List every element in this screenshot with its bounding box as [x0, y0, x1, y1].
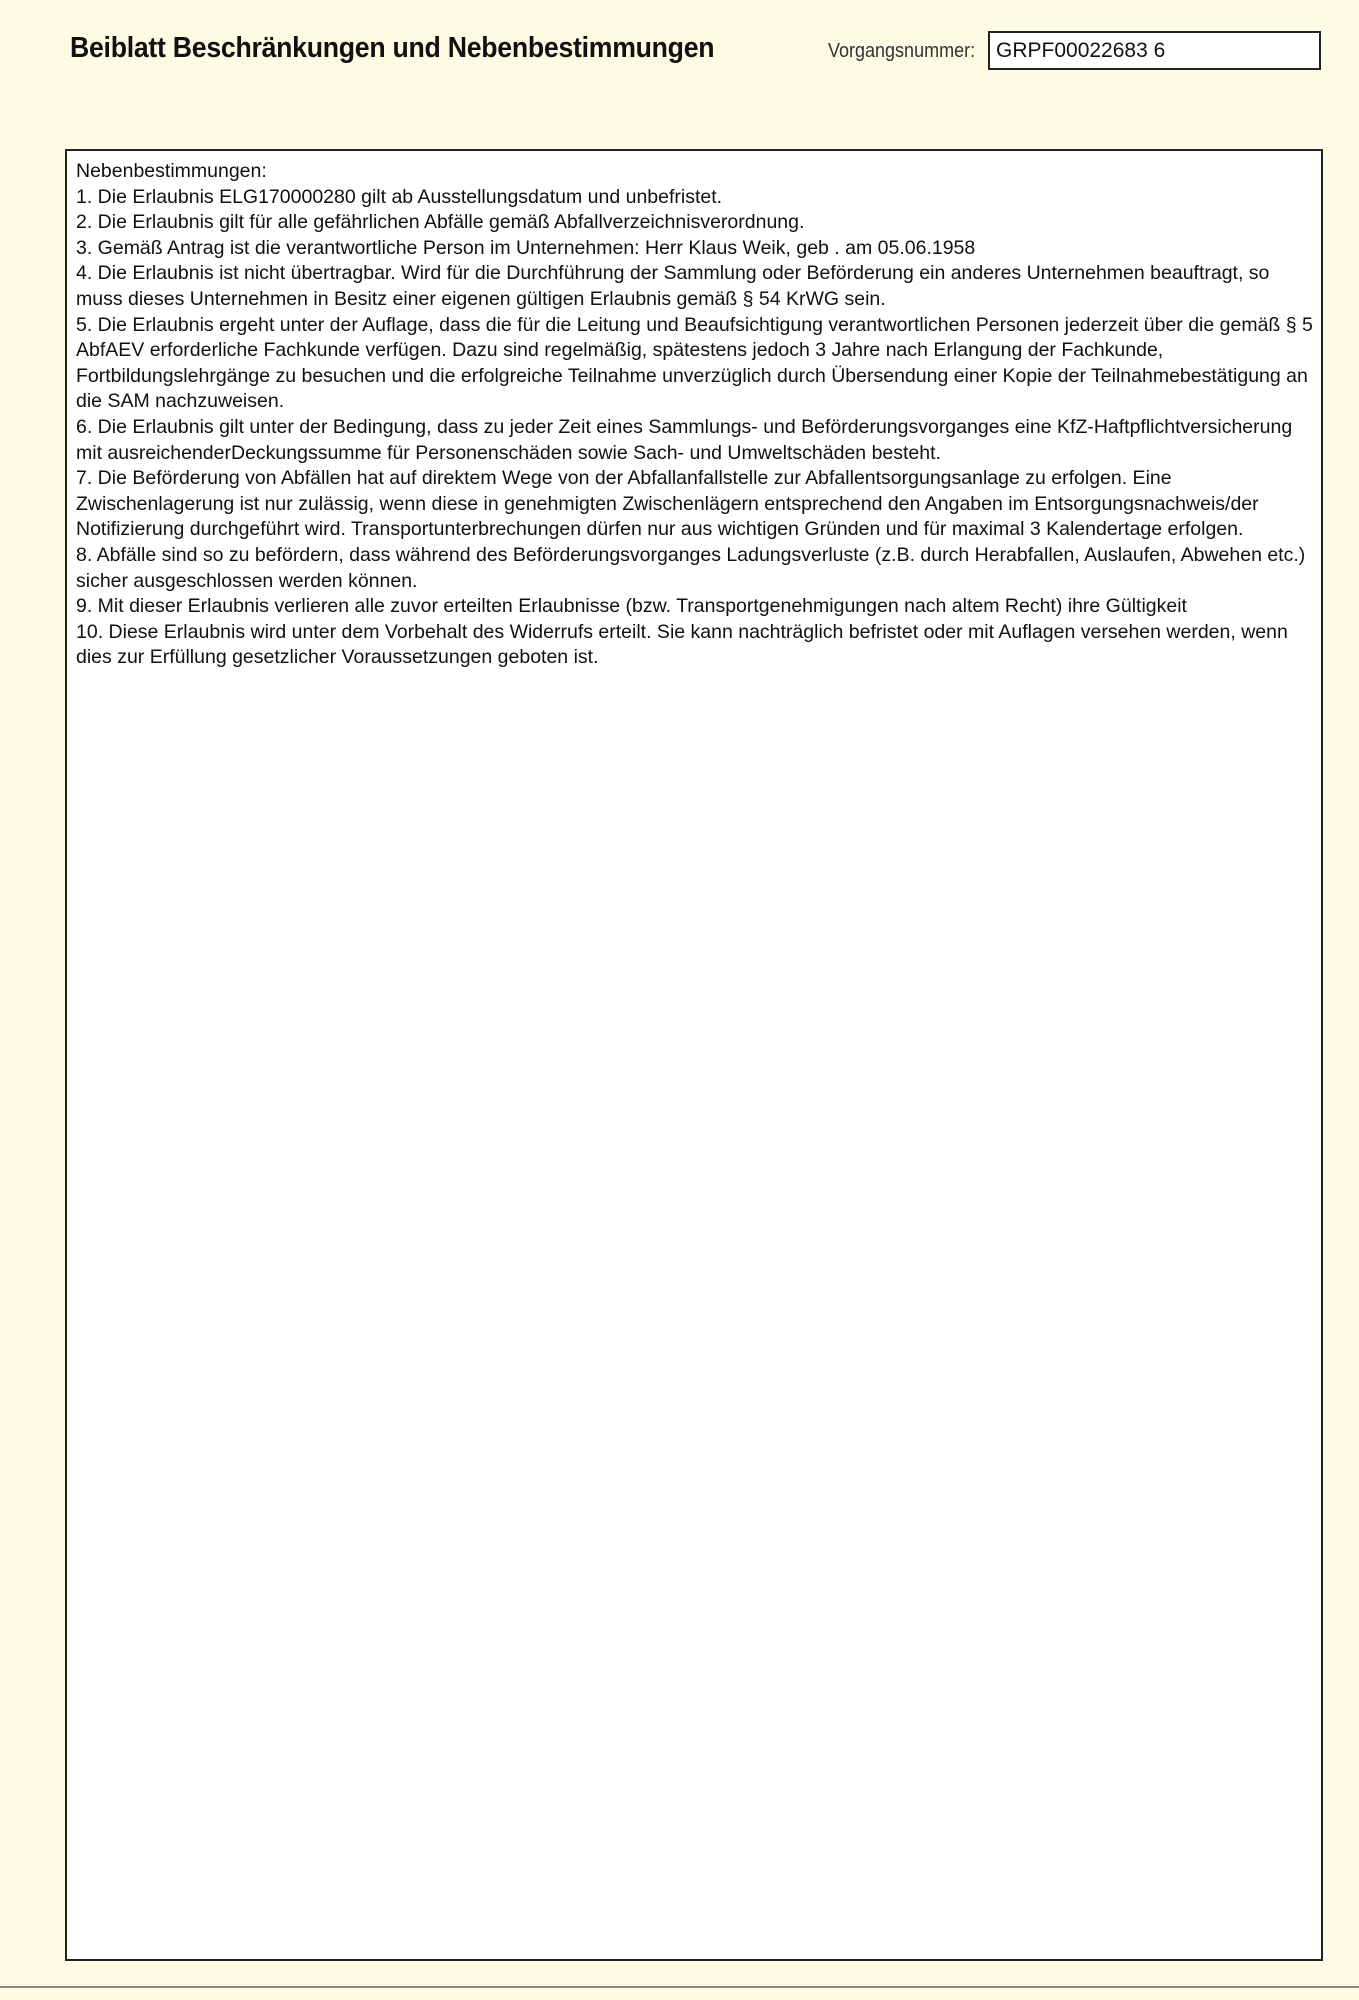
- conditions-list: [76, 185, 1313, 671]
- page-title: Beiblatt Beschränkungen und Nebenbestimmungen: [70, 32, 715, 64]
- condition-item-3: 3. Gemäß Antrag ist die verantwortliche Person im Unternehmen: Herr Klaus Weik, geb . am 05.06.1958: [76, 236, 976, 259]
- bottom-divider: [0, 1986, 1359, 1988]
- condition-item-2: 2. Die Erlaubnis gilt für alle gefährlichen Abfälle gemäß Abfallverzeichnisverordnung.: [76, 211, 805, 234]
- condition-item-10: 10. Diese Erlaubnis wird unter dem Vorbehalt des Widerrufs erteilt. Sie kann nachträglich befristet oder mit Auflagen versehen werden, wenn dies zur Erfüllung gesetzlicher Voraussetzungen geboten ist.: [76, 620, 1288, 669]
- condition-item-6: 6. Die Erlaubnis gilt unter der Bedingung, dass zu jeder Zeit eines Sammlungs- und Beförderungsvorganges eine KfZ-Haftpflichtversicherung mit ausreichenderDeckungssumme für Personenschäden sowie Sach- und Umweltschäden besteht.: [76, 415, 1293, 464]
- case-number-value: GRPF00022683 6: [996, 39, 1166, 62]
- conditions-box: [65, 149, 1323, 1961]
- condition-item-8: 8. Abfälle sind so zu befördern, dass während des Beförderungsvorganges Ladungsverluste (z.B. durch Herabfallen, Auslaufen, Abwehen etc.) sicher ausgeschlossen werden können.: [76, 543, 1306, 592]
- condition-item-5: 5. Die Erlaubnis ergeht unter der Auflage, dass die für die Leitung und Beaufsichtigung verantwortlichen Personen jederzeit über die gemäß § 5 AbfAEV erforderliche Fachkunde verfügen. Dazu sind regelmäßig, spätestens jedoch 3 Jahre nach Erlangung der Fachkunde, Fortbildungslehrgänge zu besuchen und die erfolgreiche Teilnahme unverzüglich durch Übersendung einer Kopie der Teilnahmebestätigung an die SAM nachzuweisen.: [76, 313, 1313, 413]
- condition-item-7: 7. Die Beförderung von Abfällen hat auf direktem Wege von der Abfallanfallstelle zur Abfallentsorgungsanlage zu erfolgen. Eine Zwischenlagerung ist nur zulässig, wenn diese in genehmigten Zwischenlägern entsprechend den Angaben im Entsorgungsnachweis/der Notifizierung durchgeführt wird. Transportunterbrechungen dürfen nur aus wichtigen Gründen und für maximal 3 Kalendertage erfolgen.: [76, 467, 1259, 541]
- condition-item-4: 4. Die Erlaubnis ist nicht übertragbar. Wird für die Durchführung der Sammlung oder Beförderung ein anderes Unternehmen beauftragt, so muss dieses Unternehmen in Besitz einer eigenen gültigen Erlaubnis gemäß § 54 KrWG sein.: [76, 262, 1270, 310]
- conditions-heading: Nebenbestimmungen:: [76, 160, 267, 182]
- condition-item-9: 9. Mit dieser Erlaubnis verlieren alle zuvor erteilten Erlaubnisse (bzw. Transportgenehmigungen nach altem Recht) ihre Gültigkeit: [76, 595, 1187, 618]
- condition-item-1: 1. Die Erlaubnis ELG170000280 gilt ab Ausstellungsdatum und unbefristet.: [76, 185, 723, 208]
- case-number-field: [988, 31, 1321, 70]
- case-number-label: Vorgangsnummer:: [828, 40, 976, 62]
